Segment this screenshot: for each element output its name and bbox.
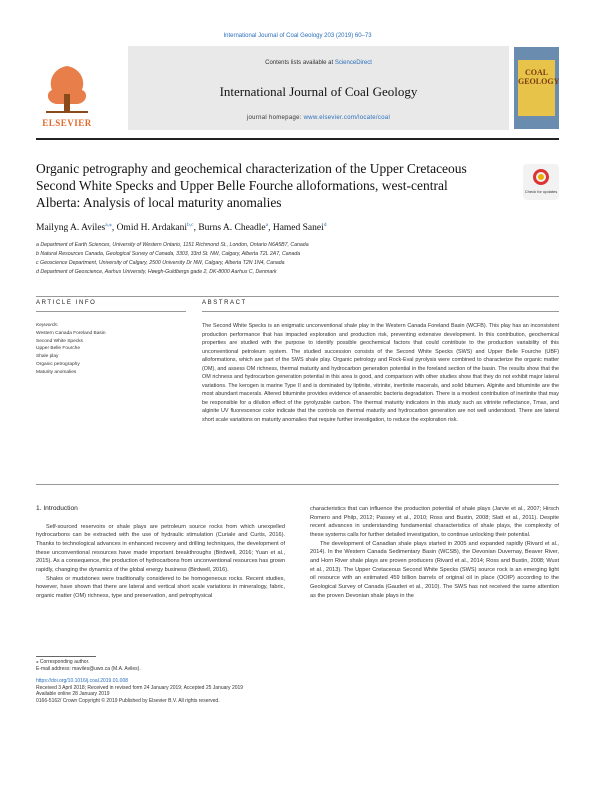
sciencedirect-link[interactable]: ScienceDirect — [334, 60, 372, 66]
keywords-list — [36, 322, 186, 377]
keyword-item: Upper Belle Fourche — [36, 346, 80, 352]
received-dates: Received 3 April 2018; Received in revised form 24 January 2019; Accepted 25 January 2019 — [36, 684, 244, 691]
author-name[interactable]: Hamed Sanei — [272, 223, 324, 234]
author-list: Mailyng A. Aviles$^{a,⁎}$, Omid H. Ardakani$^{b,c}$, Burns A. Cheadle$^a$, Hamed Sanei$^d$ — [36, 222, 327, 234]
online-date: Available online 28 January 2019 — [36, 691, 110, 697]
paragraph: Self-sourced reservoirs or shale plays are petroleum source rocks from which unexpelled hydrocarbons can be extracted with the use of hydraulic stimulation (Curiale and Curtis, 2016). Thanks to technological advances in enhanced recovery and drilling techniques, the development of these unconventional resources have made important breakthroughs (Birdwell, 2016; Yuan et al., 2015). As a consequence, the production of hydrocarbons from unconventional resources has grown rapidly, changing the dynamics of the global energy business (Birdwell, 2016). — [36, 523, 285, 573]
journal-title: International Journal of Coal Geology — [219, 84, 418, 99]
crossmark-label: Check for updates — [524, 189, 558, 194]
author-affil-mark[interactable]: b,c — [187, 222, 194, 228]
copyright-line: 0166-5162/ Crown Copyright © 2019 Published by Elsevier B.V. All rights reserved. — [36, 697, 220, 704]
author-affil-mark[interactable]: d — [323, 222, 327, 228]
keyword-item: Second White Specks — [36, 338, 83, 344]
article-history — [36, 678, 436, 704]
affiliations — [36, 241, 559, 277]
elsevier-tree-logo — [36, 58, 98, 118]
article-info-heading: ARTICLE INFO — [36, 300, 97, 306]
contents-prefix: Contents lists available at — [265, 60, 335, 66]
affiliation-item: c Geoscience Department, University of Calgary, 2500 University Dr NW, Calgary, Alberta T2N 1N4, Canada — [36, 260, 285, 266]
abstract-text: The Second White Specks is an enigmatic unconventional shale play in the Western Canada Foreland Basin (WCFB). This play has an inconsistent production performance that has impacted exploration and production risk, preventing extensive development. In this contribution, geochemical properties are studied with the purpose to identify possible geochemical factors that could contribute to the production variability of this unconventional petroleum system. The studied succession consists of the Second White Specks (SWS) and Upper Belle Fourche (UBF) alloformations, which are part of the SWS shale play. Organic petrology and Rock-Eval pyrolysis were combined to characterize the organic matter (OM), and assess OM richness, thermal maturity and hydrocarbon generation potential in the foreland section of the basin. The results show that the OM richness and hydrocarbon generation potential in this area is good, and comparison with other studies show that they do not exhibit major lateral variations. The kerogen is marine Type II and is dominated by liptinite, vitrinite, inertinite macerals, and solid bitumen. Alginite and bituminite are the most abundant macerals. Altered bituminite provides evidence of anaerobic bacteria degradation. There is a modest contribution of inertinite that may be responsible for a dilution effect of the pyrolyzable carbon. The thermal maturity indicators in this study such as vitrinite reflectance, Tmax, and alginite UV fluorescence color indicate that the controls on thermal maturity and hydrocarbon generation are not well understood. There are lateral short scale variations on maturity anomalies that require further investigation, to reduce the exploration risk. — [202, 323, 559, 423]
author-affil-mark[interactable]: a — [265, 222, 269, 228]
header-rule — [36, 138, 559, 140]
abstract-rule — [202, 311, 559, 312]
corresponding-author-note: ⁎ Corresponding author. — [36, 659, 90, 665]
publisher-name: ELSEVIER — [42, 118, 92, 128]
introduction-heading: 1. Introduction — [36, 505, 78, 512]
affiliation-item: a Department of Earth Sciences, University of Western Ontario, 1151 Richmond St., London, Ontario N6A5B7, Canada — [36, 242, 309, 248]
keyword-item: Maturity anomalies — [36, 369, 77, 375]
abstract-end-rule — [36, 484, 559, 485]
section-rule — [36, 296, 559, 297]
footnote — [36, 659, 285, 673]
keyword-item: Western Canada Foreland Basin — [36, 330, 106, 336]
author-name[interactable]: Mailyng A. Aviles — [36, 223, 106, 234]
crossmark-dot-icon — [538, 174, 544, 180]
paper-title: Organic petrography and geochemical characterization of the Upper Cretaceous Second White Specks and Upper Belle Fourche alloformations, west-central Alberta: Analysis of local maturity anomalies — [36, 161, 467, 210]
affiliation-item: d Department of Geoscience, Aarhus University, Høegh-Guldbergs gade 2, DK-8000 Aarhus C, Denmark — [36, 269, 277, 275]
author-name[interactable]: Omid H. Ardakani — [116, 223, 188, 234]
author-name[interactable]: Burns A. Cheadle — [198, 223, 266, 234]
paragraph: The development of Canadian shale plays started in 2005 and expanded rapidly (Rivard et al., 2014). In the Western Canada Sedimentary Basin (WCSB), the Devonian Duvernay, Beaver River, and Horn River shale plays are proven producers (Rivard et al., 2014; Ross and Bustin, 2008; Wust et al., 2013). The Upper Cretaceous Second White Specks (SWS) source rock is an emerging light oil resource with an estimated 459 billion barrels of original oil in place (OOIP) according to the Geological Survey of Canada (Gauderi et al., 2010). The SWS has not received the same attention as the proven Devonian shale plays in the — [310, 540, 559, 599]
journal-cover-text: COAL GEOLOGY — [518, 68, 560, 86]
keyword-item: Shale play — [36, 354, 59, 360]
doi-link[interactable]: https://doi.org/10.1016/j.coal.2019.01.008 — [36, 678, 129, 684]
body-column-left — [36, 505, 285, 601]
paragraph: characteristics that can influence the production potential of shale plays (Jarvie et al., 2007; Hirsch Romero and Philp, 2012; Passey et al., 2010; Ross and Bustin, 2008; Slatt et al., 2011). Despite recent advances in understanding fundamental characteristics of shale plays, the complexity of these systems calls for further detailed investigation, to continue unlocking their potential. — [310, 506, 559, 538]
paragraph: Shales or mudstones were traditionally considered to be homogeneous rocks. Recent studies, however, have shown that there are lateral and vertical short scale variations in mineralogy, fabric, organic matter (OM) richness, type and preservation, and petrophysical — [36, 575, 285, 599]
homepage-link[interactable]: www.elsevier.com/locate/coal — [303, 115, 391, 121]
author-affil-mark[interactable]: a,⁎ — [105, 222, 112, 228]
email-note[interactable]: E-mail address: maviles@uwo.ca (M.A. Aviles). — [36, 666, 141, 672]
keyword-item: Organic petrography — [36, 361, 80, 367]
abstract-heading: ABSTRACT — [202, 300, 247, 306]
keywords-label: Keywords: — [36, 323, 59, 328]
article-info-rule — [36, 311, 186, 312]
journal-citation[interactable]: International Journal of Coal Geology 203 (2019) 60–73 — [223, 33, 372, 39]
homepage-prefix: journal homepage: — [246, 115, 304, 121]
journal-homepage — [128, 115, 509, 121]
affiliation-item: b Natural Resources Canada, Geological Survey of Canada, 3303, 33rd St. NW, Calgary, Alberta T2L 2A7, Canada — [36, 251, 301, 257]
footnote-rule — [36, 656, 96, 657]
contents-line — [128, 60, 509, 66]
body-column-right — [310, 505, 559, 600]
